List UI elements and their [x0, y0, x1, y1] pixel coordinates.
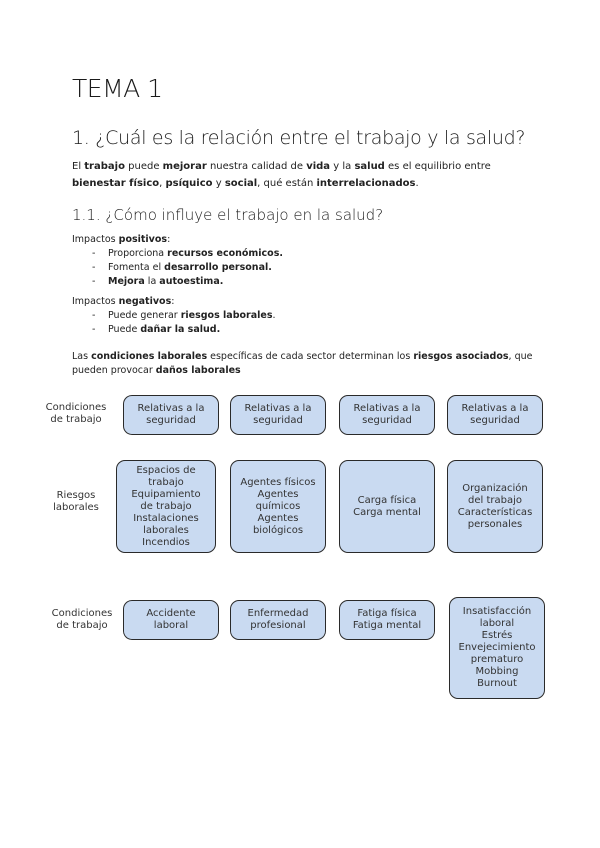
condition-box: Relativas a la seguridad [230, 395, 326, 435]
text-run: Proporciona [108, 248, 168, 259]
text-run: nuestra calidad de [206, 161, 307, 172]
text-run: , qué están [257, 178, 317, 189]
bold-text: dañar la salud. [140, 324, 221, 335]
section-heading: 1. ¿Cuál es la relación entre el trabajo y la salud? [72, 127, 526, 149]
subsection-heading: 1.1. ¿Cómo influye el trabajo en la salud? [72, 206, 384, 224]
condition-box: Relativas a la seguridad [339, 395, 435, 435]
positive-impacts-label [72, 233, 170, 247]
condition-box: Relativas a la seguridad [123, 395, 219, 435]
text-run: Impactos [72, 296, 119, 307]
summary-paragraph [72, 350, 542, 378]
text-run: Impactos [72, 234, 119, 245]
text-run: específicas de cada sector determinan los [207, 351, 414, 362]
risk-box: Carga física Carga mental [339, 460, 435, 553]
bold-text: vida [306, 161, 331, 172]
text-run: : [171, 296, 175, 307]
bold-text: salud [354, 161, 385, 172]
text-run: , que pueden provocar [72, 351, 533, 376]
bullet-item [72, 323, 276, 337]
risk-box: Organización del trabajo Características personales [447, 460, 543, 553]
row-label-risks: Riesgos laborales [53, 490, 99, 513]
bold-text: trabajo [84, 161, 125, 172]
bullet-item [72, 261, 283, 275]
text-run: es el equilibrio entre [384, 161, 491, 172]
risk-box: Agentes físicos Agentes químicos Agentes biológicos [230, 460, 326, 553]
text-run: Fomenta el [108, 262, 165, 273]
text-run: y [212, 178, 225, 189]
bold-text: riesgos laborales [180, 310, 273, 321]
text-run: . [272, 310, 276, 321]
negative-impacts-list [72, 309, 276, 337]
text-run: Puede [108, 324, 141, 335]
text-run: puede [124, 161, 163, 172]
bullet-item [72, 275, 283, 289]
text-run: El [72, 161, 85, 172]
intro-paragraph [72, 158, 532, 192]
bold-text: negativos [118, 296, 172, 307]
text-run: . [415, 178, 419, 189]
damage-box: Fatiga física Fatiga mental [339, 600, 435, 640]
bold-text: recursos económicos. [167, 248, 283, 259]
text-run: Las [72, 351, 92, 362]
bold-text: psíquico [165, 178, 213, 189]
bold-text: riesgos asociados [413, 351, 509, 362]
text-run: y la [330, 161, 355, 172]
text-run: : [167, 234, 171, 245]
text-run: Puede generar [108, 310, 181, 321]
bold-text: social [224, 178, 258, 189]
page-title: TEMA 1 [72, 74, 163, 103]
text-run: la [144, 276, 160, 287]
bullet-item [72, 247, 283, 261]
bold-text: positivos [118, 234, 168, 245]
text-run: , [159, 178, 166, 189]
damage-box: Insatisfacción laboral Estrés Envejecimiento prematuro Mobbing Burnout [449, 597, 545, 699]
bold-text: interrelacionados [316, 178, 416, 189]
damage-box: Accidente laboral [123, 600, 219, 640]
positive-impacts-list [72, 247, 283, 289]
bold-text: condiciones laborales [91, 351, 208, 362]
bold-text: daños laborales [155, 365, 241, 376]
risk-box: Espacios de trabajo Equipamiento de trabajo Instalaciones laborales Incendios [116, 460, 216, 553]
bullet-item [72, 309, 276, 323]
bold-text: Mejora [108, 276, 145, 287]
row-label-conditions: Condiciones de trabajo [45, 402, 107, 425]
condition-box: Relativas a la seguridad [447, 395, 543, 435]
damage-box: Enfermedad profesional [230, 600, 326, 640]
bold-text: autoestima. [159, 276, 224, 287]
row-label-damages: Condiciones de trabajo [51, 608, 113, 631]
bold-text: bienestar físico [72, 178, 160, 189]
bold-text: desarrollo personal. [164, 262, 272, 273]
negative-impacts-label [72, 295, 174, 309]
bold-text: mejorar [162, 161, 207, 172]
